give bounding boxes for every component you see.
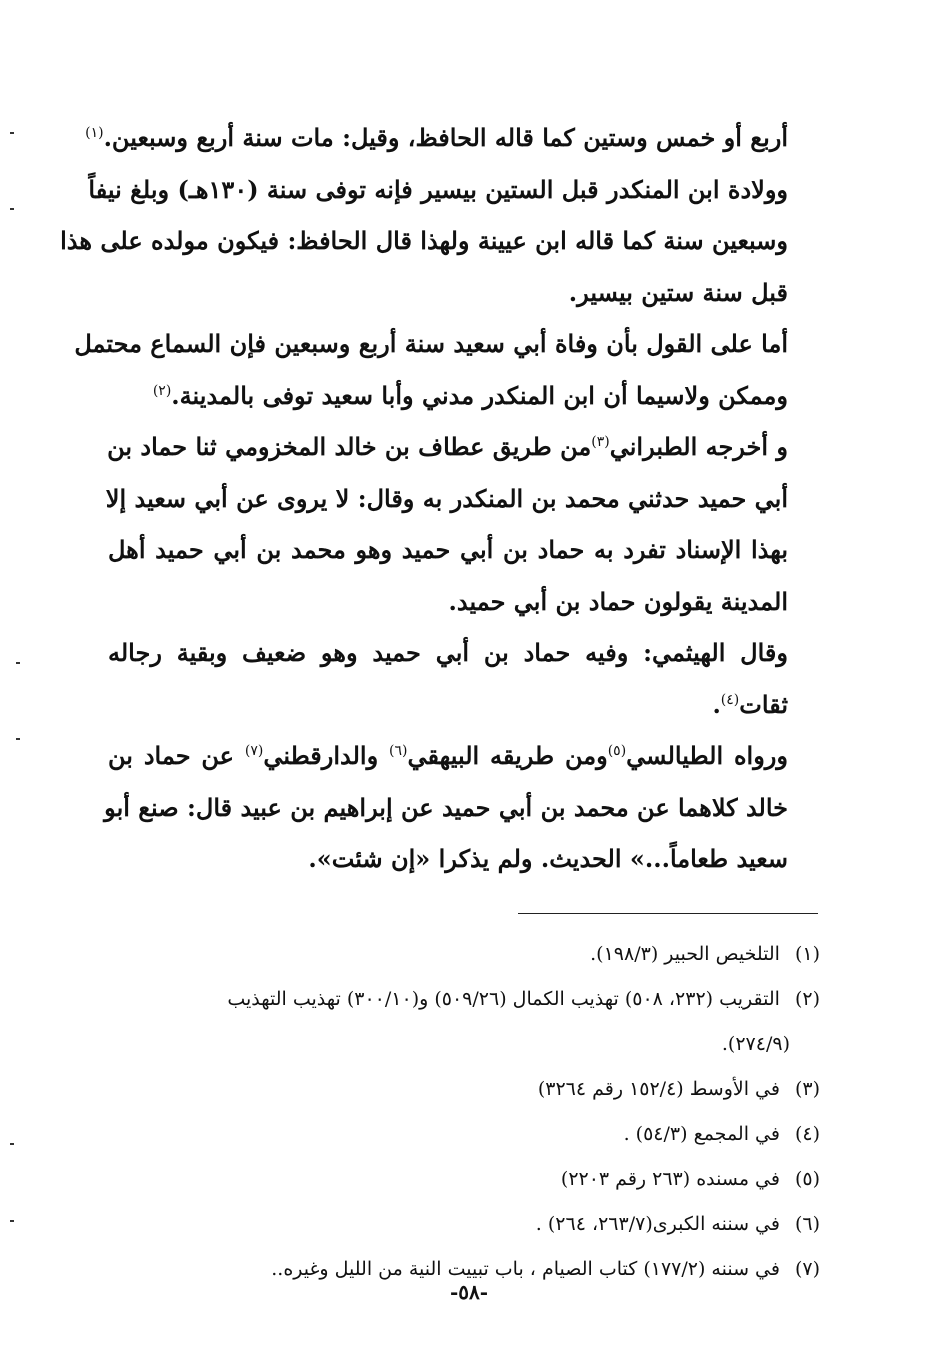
footnote-number: (٤) xyxy=(794,1123,820,1145)
text-line: قبل سنة ستين بيسير. xyxy=(568,277,788,307)
footnote-number: (٢) xyxy=(794,988,820,1010)
footnote-ref[interactable]: (٢) xyxy=(152,382,172,399)
footnote-ref[interactable]: (٥) xyxy=(607,743,627,759)
paragraph-2 xyxy=(74,318,788,421)
text-line: خالد كلاهما عن محمد بن أبي حميد عن إبراهيم بن عبيد قال: صنع أبو xyxy=(104,792,788,822)
margin-mark xyxy=(10,132,14,134)
footnote-text: التقريب (٢٣٢، ٥٠٨) تهذيب الكمال (٥٠٩/٢٦) و(٣٠٠/١٠) تهذيب التهذيب xyxy=(227,988,780,1010)
text-line: أربع أو خمس وستين كما قاله الحافظ، وقيل: مات سنة أربع وسبعين.$^{(١)}$ xyxy=(85,123,788,152)
footnote-text: في سننه (١٧٧/٢) كتاب الصيام ، باب تبييت النية من الليل وغيره.. xyxy=(271,1258,780,1280)
text-line: وممكن ولاسيما أن ابن المنكدر مدني وأبا سعيد توفى بالمدينة.$^{(٢)}$ xyxy=(152,380,788,410)
text-line: وولادة ابن المنكدر قبل الستين بيسير فإنه توفى سنة (١٣٠هـ) وبلغ نيفاً xyxy=(88,174,788,204)
text-line: وسبعين سنة كما قاله ابن عيينة ولهذا قال الحافظ: فيكون مولده على هذا xyxy=(60,226,788,255)
footnote-ref[interactable]: (٦) xyxy=(389,743,408,759)
text-line: أبي حميد حدثني محمد بن المنكدر به وقال: لا يروى عن أبي سعيد إلا xyxy=(105,483,788,513)
footnote-item xyxy=(140,932,820,977)
text-line: سعيد طعاماً...» الحديث. ولم يذكرا «إن شئت». xyxy=(308,844,788,873)
footnote-ref[interactable]: (٧) xyxy=(244,743,264,759)
text-line: المدينة يقولون حماد بن أبي حميد. xyxy=(448,586,788,616)
text-line: ورواه الطيالسي$^{(٥)}$ومن طريقه البيهقي$^{(٦)}$ والدارقطني$^{(٧)}$ عن حماد بن xyxy=(108,741,788,770)
text-line: وقال الهيثمي: وفيه حماد بن أبي حميد وهو ضعيف وبقية رجاله xyxy=(108,638,788,667)
footnote-text: التلخيص الحبير (١٩٨/٣). xyxy=(590,943,780,965)
footnote-item xyxy=(140,977,820,1022)
text-line: أما على القول بأن وفاة أبي سعيد سنة أربع وسبعين فإن السماع محتمل xyxy=(74,329,788,358)
footnote-item xyxy=(140,1067,820,1112)
footnote-continuation: (٢٧٤/٩). xyxy=(721,1033,790,1055)
footnote-item xyxy=(140,1157,820,1202)
footnotes xyxy=(140,932,820,1292)
margin-mark xyxy=(10,1220,14,1222)
margin-mark xyxy=(10,1143,14,1145)
footnote-number: (٥) xyxy=(794,1168,820,1190)
footnote-number: (٣) xyxy=(794,1078,820,1100)
footnote-separator xyxy=(518,913,818,914)
footnote-ref[interactable]: (١) xyxy=(85,125,104,141)
text-line: و أخرجه الطبراني$^{(٣)}$من طريق عطاف بن خالد المخزومي ثنا حماد بن xyxy=(107,432,788,461)
footnote-text: في المجمع (٥٤/٣) . xyxy=(623,1123,780,1145)
footnote-text: في مسنده (٢٦٣ رقم ٢٢٠٣) xyxy=(560,1168,780,1190)
text-line: بهذا الإسناد تفرد به حماد بن أبي حميد وهو محمد بن أبي حميد أهل xyxy=(108,535,788,564)
footnote-ref[interactable]: (٤) xyxy=(720,691,740,708)
footnote-text: في سننه الكبرى(٢٦٣/٧، ٢٦٤) . xyxy=(535,1213,780,1235)
footnote-item xyxy=(140,1202,820,1247)
paragraph-5 xyxy=(104,730,788,885)
footnote-number: (٧) xyxy=(794,1258,820,1280)
margin-mark xyxy=(10,208,14,210)
footnote-ref[interactable]: (٣) xyxy=(591,434,610,450)
text-line: ثقات$^{(٤)}$. xyxy=(712,689,788,719)
paragraph-3 xyxy=(105,421,788,627)
main-text xyxy=(60,112,788,885)
footnote-item xyxy=(140,1112,820,1157)
margin-mark xyxy=(16,738,20,740)
footnote-number: (٦) xyxy=(794,1213,820,1235)
margin-mark xyxy=(16,662,20,664)
footnote-text: في الأوسط (١٥٢/٤ رقم ٣٢٦٤) xyxy=(537,1078,780,1100)
page-number: -٥٨- xyxy=(449,1280,489,1304)
paragraph-1 xyxy=(60,112,788,318)
paragraph-4 xyxy=(108,627,788,730)
footnote-number: (١) xyxy=(794,943,820,965)
